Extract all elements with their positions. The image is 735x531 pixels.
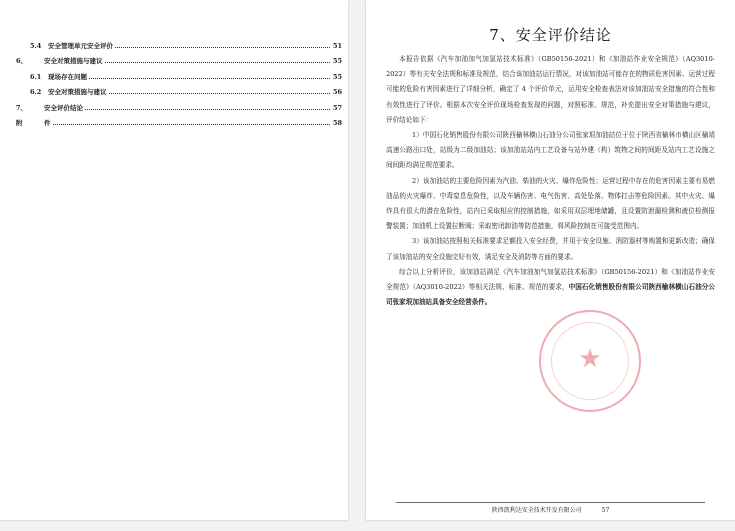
- toc-leader: [53, 124, 331, 125]
- conclusion-item: 1）中国石化销售股份有限公司陕西榆林横山石油分公司张家垠加油站位于位于陕西省榆林市横山区榆靖高速公路出口处，站级为二级加油站；该加油站站内工艺设备与站外建（构）筑物之间的间距及站内工艺设施之间间距均满足规范要求。: [386, 131, 715, 170]
- star-icon: ★: [578, 344, 602, 374]
- toc-number: 5.4: [30, 41, 42, 50]
- toc-title: 安全对策措施与建议: [48, 88, 107, 96]
- toc-number: 6.1: [30, 72, 42, 81]
- toc-leader: [89, 78, 330, 79]
- toc-entry[interactable]: [16, 50, 342, 66]
- toc-title: 件: [44, 119, 51, 127]
- toc-entry[interactable]: [16, 34, 342, 50]
- conclusion-page: [366, 0, 735, 520]
- toc-title: 安全对策措施与建议: [44, 57, 103, 65]
- toc-number: 6.2: [30, 88, 42, 96]
- toc-leader: [115, 47, 330, 48]
- footer-page-number: 57: [601, 507, 610, 514]
- page-footer: [396, 502, 705, 514]
- toc-page-number: 55: [332, 72, 342, 81]
- toc-leader: [85, 109, 330, 110]
- toc-entry[interactable]: [16, 81, 342, 97]
- toc-number: 附: [16, 119, 23, 127]
- summary-paragraph: [386, 265, 715, 311]
- toc-title: 现场存在问题: [48, 72, 87, 81]
- toc-page: [0, 0, 348, 520]
- toc-number: 7、: [16, 103, 28, 112]
- toc-page-number: 57: [332, 103, 342, 112]
- toc-title: 安全评价结论: [44, 103, 83, 112]
- summary-text: 综合以上分析评价，该加油站满足《汽车加油加气加氢站技术标准》（GB50156-2021）和《加油站作业安全规范》（AQ3010-2022）等相关法规、标准、规范的要求，: [386, 267, 715, 292]
- conclusion-item: 2）该加油站的主要危险因素为汽油、柴油的火灾、爆炸危险性；运营过程中存在的危害因素主要有易燃油品的火灾爆炸、中毒窒息危险性，以及车辆伤害、电气伤害、高处坠落、物体打击等危险因素。其中火灾、爆炸具有很大的潜在危险性，站内已采取相应的控制措施，如采用双层埋地储罐，且设置防泄漏检测和液位检测报警装置；加油机上设置拉断阀；采取密闭卸油等防范措施，将风险控制在可接受范围内。: [386, 176, 715, 231]
- toc-leader: [105, 62, 331, 63]
- toc-entry[interactable]: [16, 96, 342, 112]
- summary-conclusion: 中国石化销售股份有限公司陕西榆林横山石油分公司张家垠加油站具备安全经营条件。: [386, 283, 716, 307]
- conclusion-item: 3）该加油站按照相关标准要求足额投入安全经费，并用于安全设施、消防器材等购置和更新改造；确保了该加油站的安全设施完好有效，满足安全及消防等方面的要求。: [386, 237, 715, 261]
- toc-page-number: 51: [332, 41, 342, 50]
- toc-number: 6、: [16, 57, 28, 65]
- toc-page-number: 56: [332, 88, 342, 96]
- section-title: 7、安全评价结论: [489, 26, 612, 44]
- toc-entry[interactable]: [16, 65, 342, 81]
- toc-entry[interactable]: [16, 112, 342, 128]
- toc-title: 安全管理单元安全评价: [48, 41, 113, 50]
- toc-page-number: 58: [332, 119, 342, 127]
- footer-company: 陕西凯利达安全技术开发有限公司: [491, 507, 582, 514]
- company-seal-stamp: [539, 310, 641, 412]
- table-of-contents: [16, 34, 342, 127]
- toc-leader: [109, 93, 331, 94]
- section-body: [386, 52, 715, 310]
- intro-paragraph: 本报告依据《汽车加油加气加氢站技术标准》（GB50156-2021）和《加油站作业安全规范》（AQ3010-2022）等有关安全法规和标准及规范，结合该加油站运行情况，对该加油站可能存在的物质危害因素、运营过程可能的危险有害因素进行了详细分析，确定了 4 个评价单元，运用安全检查表法对该加油站安全措施的符合性和有效性进行了评价。根据本次安全评价现场检查发现的问题，对照标准、规范，补充提出安全对策措施与建议，评价结论如下：: [386, 55, 715, 124]
- toc-page-number: 55: [332, 57, 342, 65]
